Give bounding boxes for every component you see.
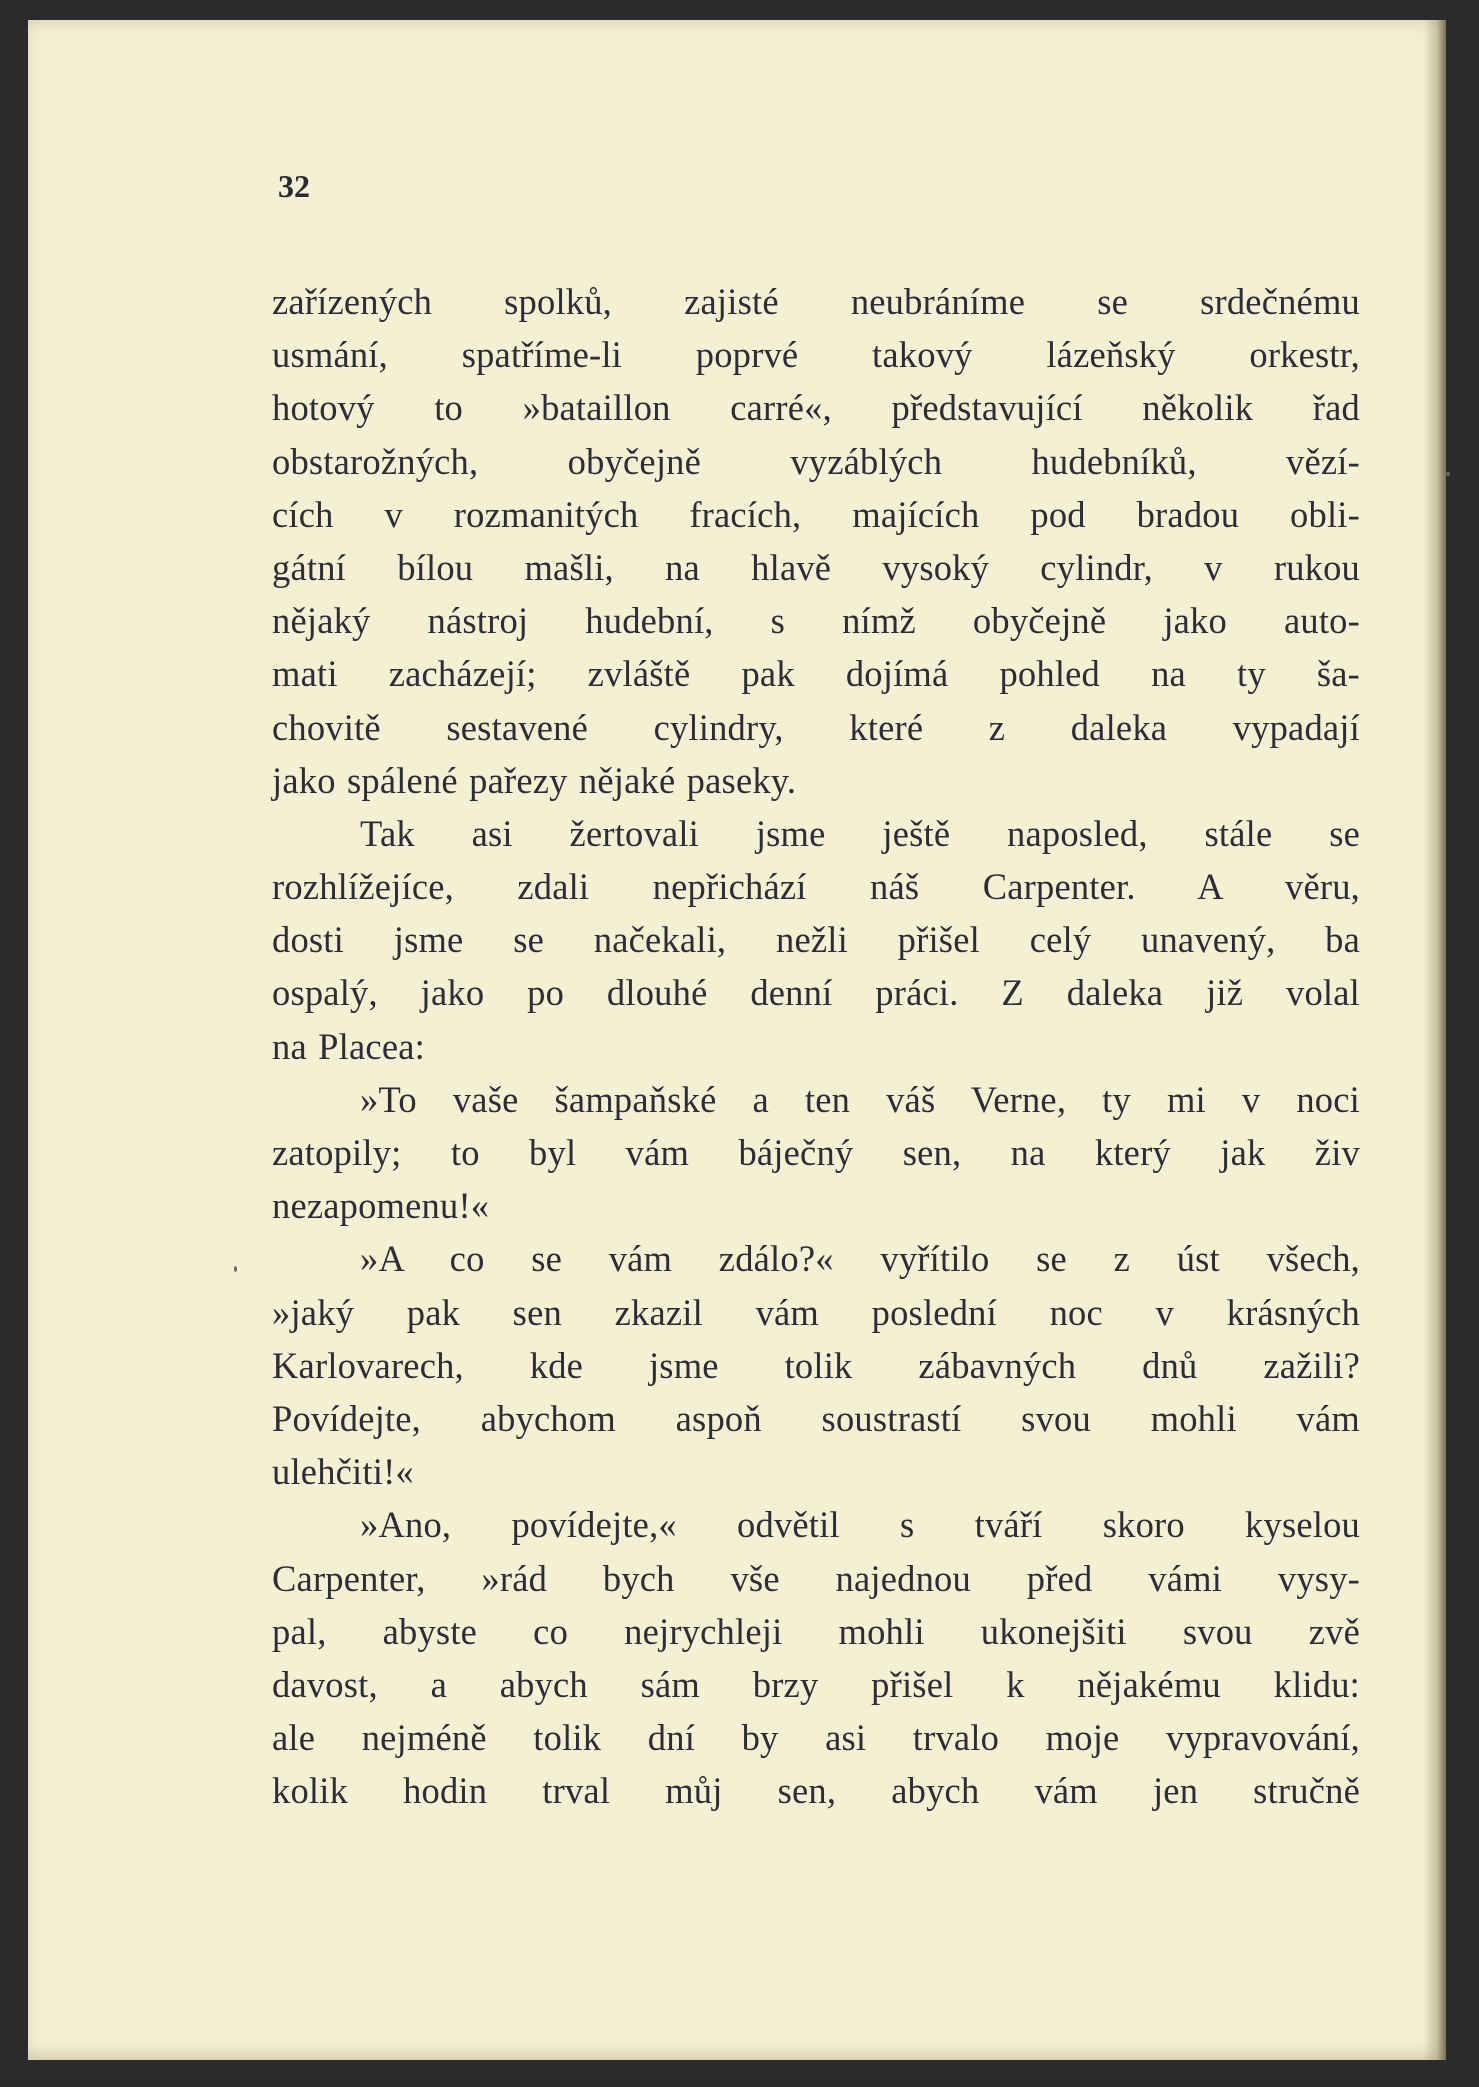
text-line: Karlovarech, kde jsme tolik zábavných dnů zažili? [272, 1344, 1360, 1386]
text-line: davost, a abych sám brzy přišel k nějakému klidu: [272, 1663, 1360, 1705]
text-line: zatopily; to byl vám báječný sen, na který jak živ [272, 1132, 1360, 1173]
text-line: pal, abyste co nejrychleji mohli ukonejšiti svou zvě [272, 1610, 1360, 1652]
text-line: Povídejte, abychom aspoň soustrastí svou mohli vám [272, 1397, 1360, 1439]
text-line: ale nejméně tolik dní by asi trvalo moje vypravování, [272, 1717, 1360, 1759]
text-line: ospalý, jako po dlouhé denní práci. Z daleka již volal [272, 972, 1360, 1014]
text-line: Carpenter, »rád bych vše najednou před vámi vysy- [272, 1557, 1360, 1599]
text-line: usmání, spatříme-li poprvé takový lázeňský orkestr, [272, 334, 1360, 376]
text-line: jako spálené pařezy nějaké paseky. [272, 759, 797, 801]
text-line: »A co se vám zdálo?« vyřítilo se z úst všech, [360, 1238, 1360, 1280]
page-number: 32 [278, 168, 310, 204]
book-page [28, 20, 1446, 2060]
text-line: Tak asi žertovali jsme ještě naposled, stále se [360, 812, 1360, 854]
text-line: obstarožných, obyčejně vyzáblých hudebníků, vězí- [272, 440, 1360, 482]
page-edge-shadow [1424, 20, 1446, 2060]
text-line: cích v rozmanitých fracích, majících pod bradou obli- [272, 493, 1360, 535]
text-line: ulehčiti!« [272, 1451, 414, 1493]
text-line: nezapomenu!« [272, 1185, 490, 1227]
text-line: kolik hodin trval můj sen, abych vám jen stručně [272, 1770, 1360, 1812]
text-line: dosti jsme se načekali, nežli přišel celý unavený, ba [272, 919, 1360, 961]
body-text [272, 275, 1360, 1817]
text-line: mati zacházejí; zvláště pak dojímá pohled na ty ša- [272, 653, 1360, 695]
text-line: hotový to »bataillon carré«, představující několik řad [272, 387, 1360, 429]
text-line: rozhlížejíce, zdali nepřichází náš Carpenter. A věru, [272, 866, 1360, 908]
scan-speck [234, 1266, 237, 1272]
text-line: na Placea: [272, 1025, 425, 1067]
text-line: gátní bílou mašli, na hlavě vysoký cylindr, v rukou [272, 546, 1360, 588]
scan-speck [1446, 472, 1450, 476]
text-line: chovitě sestavené cylindry, které z daleka vypadají [272, 706, 1360, 748]
text-line: »To vaše šampaňské a ten váš Verne, ty mi v noci [360, 1078, 1360, 1120]
text-line: nějaký nástroj hudební, s nímž obyčejně jako auto- [272, 600, 1360, 642]
text-line: »Ano, povídejte,« odvětil s tváří skoro kyselou [360, 1504, 1360, 1546]
text-line: »jaký pak sen zkazil vám poslední noc v krásných [272, 1291, 1360, 1333]
text-line: zařízených spolků, zajisté neubráníme se srdečnému [272, 281, 1360, 322]
